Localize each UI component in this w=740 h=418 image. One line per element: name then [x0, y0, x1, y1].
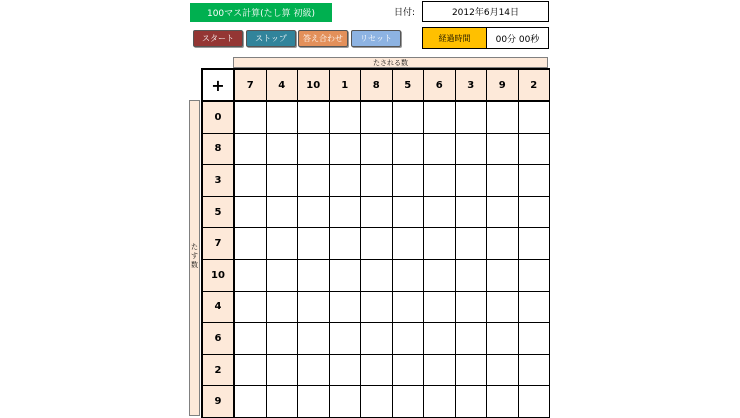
answer-cell[interactable] — [298, 134, 330, 166]
column-header: 8 — [361, 70, 393, 102]
answer-cell[interactable] — [456, 228, 488, 260]
answer-cell[interactable] — [487, 323, 519, 355]
answer-cell[interactable] — [519, 386, 551, 418]
answer-cell[interactable] — [487, 292, 519, 324]
answer-cell[interactable] — [298, 260, 330, 292]
answer-cell[interactable] — [361, 134, 393, 166]
answer-cell[interactable] — [393, 292, 425, 324]
answer-cell[interactable] — [298, 355, 330, 387]
answer-cell[interactable] — [235, 102, 267, 134]
answer-cell[interactable] — [330, 228, 362, 260]
answer-cell[interactable] — [424, 134, 456, 166]
answer-cell[interactable] — [235, 228, 267, 260]
answer-cell[interactable] — [519, 134, 551, 166]
app-title: 100マス計算(たし算 初級) — [190, 3, 332, 22]
answer-cell[interactable] — [456, 165, 488, 197]
answer-cell[interactable] — [393, 260, 425, 292]
answer-cell[interactable] — [393, 134, 425, 166]
answer-cell[interactable] — [330, 260, 362, 292]
answer-cell[interactable] — [267, 260, 299, 292]
answer-cell[interactable] — [267, 134, 299, 166]
answer-cell[interactable] — [361, 323, 393, 355]
row-header: 7 — [203, 228, 235, 260]
column-header: 1 — [330, 70, 362, 102]
answer-cell[interactable] — [519, 292, 551, 324]
answer-cell[interactable] — [487, 260, 519, 292]
answer-cell[interactable] — [267, 228, 299, 260]
answer-cell[interactable] — [519, 355, 551, 387]
answer-cell[interactable] — [456, 134, 488, 166]
answer-cell[interactable] — [361, 386, 393, 418]
answer-cell[interactable] — [235, 292, 267, 324]
column-header: 3 — [456, 70, 488, 102]
answer-cell[interactable] — [267, 386, 299, 418]
row-header: 8 — [203, 134, 235, 166]
answer-cell[interactable] — [361, 292, 393, 324]
answer-cell[interactable] — [298, 292, 330, 324]
answer-cell[interactable] — [361, 165, 393, 197]
row-header: 5 — [203, 197, 235, 229]
answer-cell[interactable] — [424, 386, 456, 418]
column-header: 2 — [519, 70, 551, 102]
answer-cell[interactable] — [330, 323, 362, 355]
answer-cell[interactable] — [235, 134, 267, 166]
answer-cell[interactable] — [424, 260, 456, 292]
answer-cell[interactable] — [456, 292, 488, 324]
answer-cell[interactable] — [330, 102, 362, 134]
answer-cell[interactable] — [235, 165, 267, 197]
answer-cell[interactable] — [298, 197, 330, 229]
answer-cell[interactable] — [519, 260, 551, 292]
answer-cell[interactable] — [361, 355, 393, 387]
answer-cell[interactable] — [330, 386, 362, 418]
answer-cell[interactable] — [298, 386, 330, 418]
row-header: 6 — [203, 323, 235, 355]
answer-cell[interactable] — [235, 323, 267, 355]
answer-cell[interactable] — [235, 260, 267, 292]
answer-cell[interactable] — [424, 228, 456, 260]
row-header: 9 — [203, 386, 235, 418]
answer-cell[interactable] — [393, 228, 425, 260]
answer-cell[interactable] — [487, 355, 519, 387]
column-caption: たされる数 — [233, 57, 548, 68]
answer-cell[interactable] — [487, 197, 519, 229]
answer-cell[interactable] — [424, 323, 456, 355]
answer-cell[interactable] — [487, 102, 519, 134]
elapsed-time-value: 00分 00秒 — [486, 27, 549, 49]
answer-cell[interactable] — [393, 102, 425, 134]
answer-cell[interactable] — [487, 134, 519, 166]
answer-cell[interactable] — [267, 165, 299, 197]
column-header: 10 — [298, 70, 330, 102]
answer-cell[interactable] — [393, 323, 425, 355]
answer-cell[interactable] — [424, 197, 456, 229]
stop-button[interactable]: ストップ — [246, 30, 296, 47]
answer-cell[interactable] — [424, 355, 456, 387]
answer-cell[interactable] — [361, 102, 393, 134]
answer-cell[interactable] — [298, 165, 330, 197]
answer-cell[interactable] — [393, 355, 425, 387]
answer-cell[interactable] — [298, 102, 330, 134]
date-value: 2012年6月14日 — [422, 1, 549, 22]
reset-button[interactable]: リセット — [351, 30, 401, 47]
row-header: 2 — [203, 355, 235, 387]
answer-cell[interactable] — [361, 228, 393, 260]
row-caption: た す 数 — [191, 243, 198, 269]
calc-grid — [201, 68, 550, 418]
row-header: 3 — [203, 165, 235, 197]
check-answers-button[interactable]: 答え合わせ — [298, 30, 348, 47]
answer-cell[interactable] — [298, 228, 330, 260]
column-header: 9 — [487, 70, 519, 102]
answer-cell[interactable] — [393, 197, 425, 229]
answer-cell[interactable] — [519, 102, 551, 134]
answer-cell[interactable] — [456, 102, 488, 134]
answer-cell[interactable] — [393, 386, 425, 418]
answer-cell[interactable] — [267, 323, 299, 355]
answer-cell[interactable] — [235, 197, 267, 229]
answer-cell[interactable] — [330, 292, 362, 324]
answer-cell[interactable] — [519, 228, 551, 260]
answer-cell[interactable] — [456, 197, 488, 229]
answer-cell[interactable] — [235, 386, 267, 418]
column-header: 5 — [393, 70, 425, 102]
answer-cell[interactable] — [487, 386, 519, 418]
answer-cell[interactable] — [330, 197, 362, 229]
row-header: 10 — [203, 260, 235, 292]
answer-cell[interactable] — [456, 355, 488, 387]
column-header: 7 — [235, 70, 267, 102]
answer-cell[interactable] — [424, 165, 456, 197]
answer-cell[interactable] — [267, 292, 299, 324]
elapsed-time-label: 経過時間 — [422, 27, 487, 49]
answer-cell[interactable] — [519, 197, 551, 229]
answer-cell[interactable] — [361, 197, 393, 229]
answer-cell[interactable] — [330, 355, 362, 387]
column-header: 4 — [267, 70, 299, 102]
row-header: 0 — [203, 102, 235, 134]
answer-cell[interactable] — [424, 102, 456, 134]
answer-cell[interactable] — [519, 165, 551, 197]
answer-cell[interactable] — [298, 323, 330, 355]
answer-cell[interactable] — [267, 102, 299, 134]
answer-cell[interactable] — [393, 165, 425, 197]
answer-cell[interactable] — [487, 165, 519, 197]
answer-cell[interactable] — [330, 165, 362, 197]
date-label: 日付: — [394, 8, 416, 18]
answer-cell[interactable] — [330, 134, 362, 166]
answer-cell[interactable] — [456, 260, 488, 292]
answer-cell[interactable] — [235, 355, 267, 387]
operator-cell: + — [203, 70, 235, 102]
answer-cell[interactable] — [361, 260, 393, 292]
start-button[interactable]: スタート — [193, 30, 243, 47]
column-header: 6 — [424, 70, 456, 102]
answer-cell[interactable] — [519, 323, 551, 355]
answer-cell[interactable] — [267, 197, 299, 229]
answer-cell[interactable] — [424, 292, 456, 324]
answer-cell[interactable] — [456, 386, 488, 418]
answer-cell[interactable] — [487, 228, 519, 260]
answer-cell[interactable] — [267, 355, 299, 387]
row-header: 4 — [203, 292, 235, 324]
answer-cell[interactable] — [456, 323, 488, 355]
